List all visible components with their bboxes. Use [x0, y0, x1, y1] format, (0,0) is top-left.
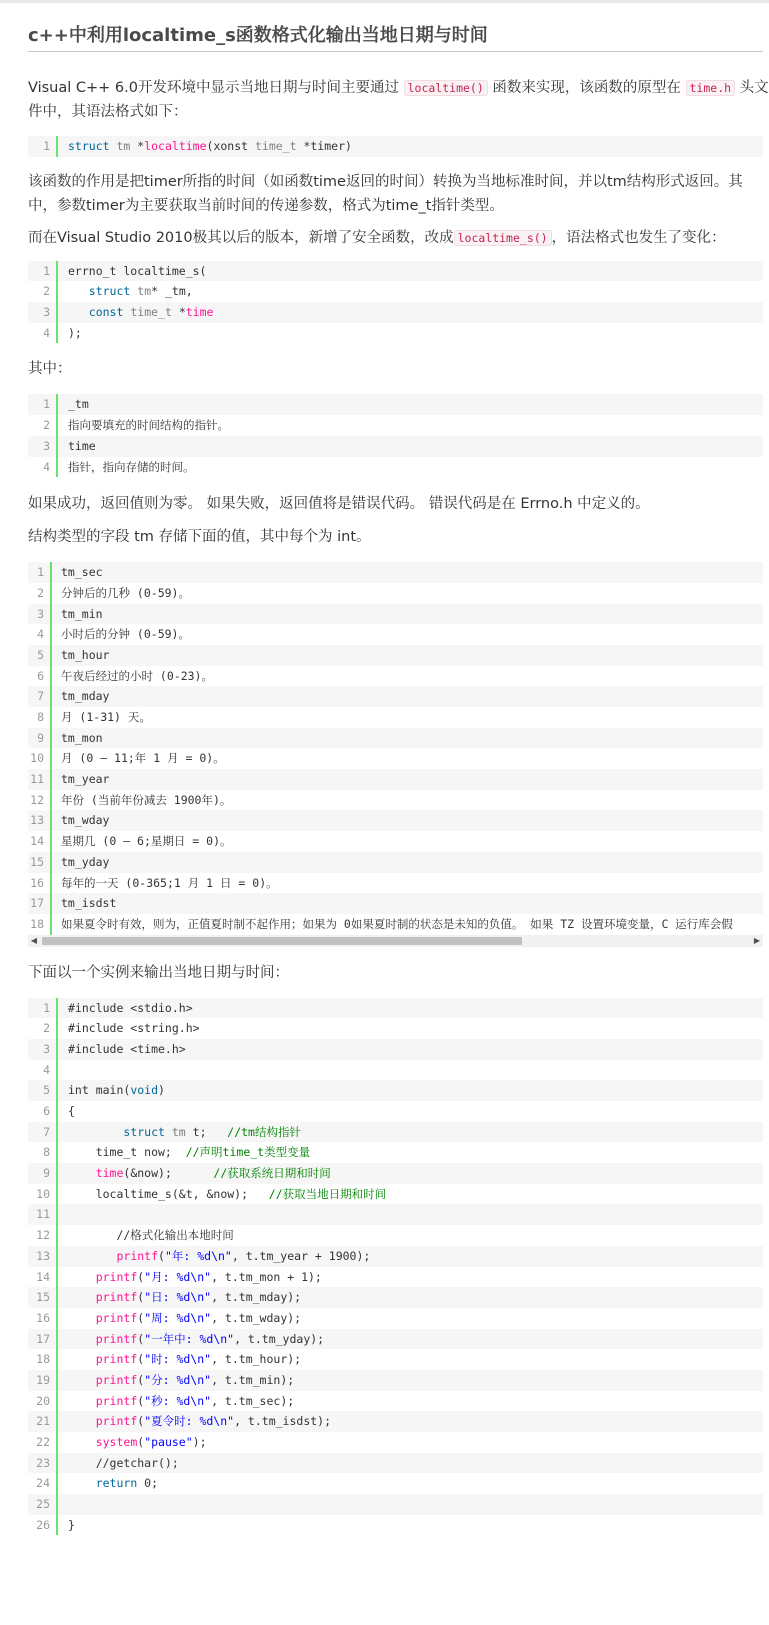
paragraph-secure-function [28, 226, 769, 250]
horizontal-scrollbar[interactable] [28, 935, 763, 947]
code-line: 3 tm_min [28, 604, 763, 625]
paragraph-example: 下面以一个实例来输出当地日期与时间： [28, 964, 289, 981]
code-text: 如果夏令时有效，则为，正值夏时制不起作用；如果为 0如果夏时制的状态是未知的负值。 如果 TZ 设置环境变量，C 运行库会假 [61, 916, 733, 931]
code-line: 12 年份 (当前年份减去 1900年)。 [28, 790, 763, 811]
code-line: 5 int main(void) [28, 1080, 763, 1101]
code-text: tm_wday [61, 813, 110, 828]
code-line: 20 printf("秒: %d\n", t.tm_sec); [28, 1391, 763, 1412]
code-line: 16 每年的一天 (0-365;1 月 1 日 = 0)。 [28, 873, 763, 894]
paragraph-return-value: 如果成功，返回值则为零。 如果失败，返回值将是错误代码。 错误代码是在 Errno.h 中定义的。 [28, 496, 650, 513]
code-line: 7 struct tm t; //tm结构指针 [28, 1122, 763, 1143]
paragraph-description: 该函数的作用是把timer所指的时间（如函数time返回的时间）转换为当地标准时间，并以tm结构形式返回。其中，参数timer为主要获取当前时间的传递参数，格式为time_t指针类型。 [28, 173, 743, 214]
code-line: 8 time_t now; //声明time_t类型变量 [28, 1142, 763, 1163]
code-text: tm_mday [61, 689, 110, 704]
code-text: 小时后的分钟 (0-59)。 [61, 627, 190, 642]
code-block-parameters [28, 394, 763, 477]
code-line: 26 } [28, 1515, 763, 1536]
code-line: 4 小时后的分钟 (0-59)。 [28, 624, 763, 645]
code-line: 3 const time_t *time [28, 302, 763, 323]
code-text: 年份 (当前年份减去 1900年)。 [61, 792, 232, 807]
code-line: 13 tm_wday [28, 810, 763, 831]
code-line: 6 { [28, 1101, 763, 1122]
inline-code-localtime: localtime() [404, 80, 488, 96]
code-line: 24 return 0; [28, 1473, 763, 1494]
code-line: 4 [28, 1060, 763, 1081]
code-line: 2 struct tm* _tm, [28, 281, 763, 302]
code-line: 13 printf("年: %d\n", t.tm_year + 1900); [28, 1246, 763, 1267]
intro-text-2: 函数来实现，该函数的原型在 [492, 80, 681, 96]
code-line: 23 //getchar(); [28, 1453, 763, 1474]
code-text: tm_hour [61, 647, 110, 662]
code-text: 每年的一天 (0-365;1 月 1 日 = 0)。 [61, 875, 278, 890]
code-line: 10 localtime_s(&t, &now); //获取当地日期和时间 [28, 1184, 763, 1205]
code-line: 17 tm_isdst [28, 893, 763, 914]
code-text: 月 (1-31) 天。 [61, 710, 151, 724]
code-line: 17 printf("一年中: %d\n", t.tm_yday); [28, 1329, 763, 1350]
paragraph-tm-fields: 结构类型的字段 tm 存储下面的值，其中每个为 int。 [28, 529, 371, 546]
code-line: 8 月 (1-31) 天。 [28, 707, 763, 728]
intro-text-3: 头文件中，其语法格式如下： [28, 80, 769, 120]
code-line: 16 printf("周: %d\n", t.tm_wday); [28, 1308, 763, 1329]
code-block-signature [28, 261, 763, 344]
code-line: 3 #include <time.h> [28, 1039, 763, 1060]
code-line: 4 指针，指向存储的时间。 [28, 457, 763, 478]
code-line: 9 tm_mon [28, 728, 763, 749]
code-line: 18 printf("时: %d\n", t.tm_hour); [28, 1349, 763, 1370]
code-line: 15 printf("日: %d\n", t.tm_mday); [28, 1287, 763, 1308]
code-line: 7 tm_mday [28, 686, 763, 707]
code-text: tm_min [61, 606, 103, 621]
code-text: 星期几 (0 – 6;星期日 = 0)。 [61, 834, 232, 849]
code-line: 19 printf("分: %d\n", t.tm_min); [28, 1370, 763, 1391]
article [28, 10, 769, 1535]
code-line: 3 time [28, 436, 763, 457]
code-line: 21 printf("夏令时: %d\n", t.tm_isdst); [28, 1411, 763, 1432]
code-line: 1 errno_t localtime_s( [28, 261, 763, 282]
paragraph-where: 其中： [28, 361, 72, 378]
code-line: 22 system("pause"); [28, 1432, 763, 1453]
code-block-tm-fields [28, 562, 763, 934]
scroll-right-icon[interactable]: ▶ [753, 935, 761, 945]
code-line: 9 time(&now); //获取系统日期和时间 [28, 1163, 763, 1184]
code-line: 12 //格式化输出本地时间 [28, 1225, 763, 1246]
code-line: 11 tm_year [28, 769, 763, 790]
code-text: tm_year [61, 772, 110, 787]
code-line: 4 ); [28, 323, 763, 344]
code-line: 1 #include <stdio.h> [28, 998, 763, 1019]
code-block-prototype [28, 136, 763, 157]
inline-code-time-h: time.h [686, 80, 736, 96]
code-line: 6 午夜后经过的小时 (0-23)。 [28, 666, 763, 687]
code-text: 月 (0 – 11;年 1 月 = 0)。 [61, 751, 225, 766]
code-text: 分钟后的几秒 (0-59)。 [61, 585, 190, 600]
code-text: tm_yday [61, 854, 110, 869]
code-block-example [28, 998, 763, 1536]
code-line: 11 [28, 1204, 763, 1225]
scrollbar-thumb[interactable] [42, 937, 522, 945]
code-line: 14 printf("月: %d\n", t.tm_mon + 1); [28, 1267, 763, 1288]
code-line: 10 月 (0 – 11;年 1 月 = 0)。 [28, 748, 763, 769]
code-line: 15 tm_yday [28, 852, 763, 873]
code-text: tm_sec [61, 565, 103, 580]
code-line: 2 分钟后的几秒 (0-59)。 [28, 583, 763, 604]
code-line: 5 tm_hour [28, 645, 763, 666]
para3-text-1: 而在Visual Studio 2010极其以后的版本，新增了安全函数，改成 [28, 229, 454, 246]
intro-paragraph [28, 76, 769, 124]
inline-code-localtime-s: localtime_s() [454, 230, 552, 246]
code-text: struct tm *localtime(xonst time_t *timer) [68, 139, 352, 153]
code-line: 18 如果夏令时有效，则为，正值夏时制不起作用；如果为 0如果夏时制的状态是未知的负值。 如果 TZ 设置环境变量，C 运行库会假 [28, 914, 763, 935]
code-text: 午夜后经过的小时 (0-23)。 [61, 668, 213, 683]
code-line: 14 星期几 (0 – 6;星期日 = 0)。 [28, 831, 763, 852]
code-text: tm_mon [61, 730, 103, 745]
code-line: 1 struct tm *localtime(xonst time_t *timer) [28, 136, 763, 157]
code-text: tm_isdst [61, 896, 117, 911]
article-title: c++中利用localtime_s函数格式化输出当地日期与时间 [28, 24, 763, 52]
code-line: 1 _tm [28, 394, 763, 415]
code-line: 2 指向要填充的时间结构的指针。 [28, 415, 763, 436]
code-line: 25 [28, 1494, 763, 1515]
scroll-left-icon[interactable]: ◀ [30, 935, 38, 945]
code-line: 2 #include <string.h> [28, 1018, 763, 1039]
para3-text-2: ，语法格式也发生了变化： [551, 229, 726, 246]
code-line: 1 tm_sec [28, 562, 763, 583]
top-border [0, 0, 769, 3]
intro-text-1: Visual C++ 6.0开发环境中显示当地日期与时间主要通过 [28, 80, 399, 96]
